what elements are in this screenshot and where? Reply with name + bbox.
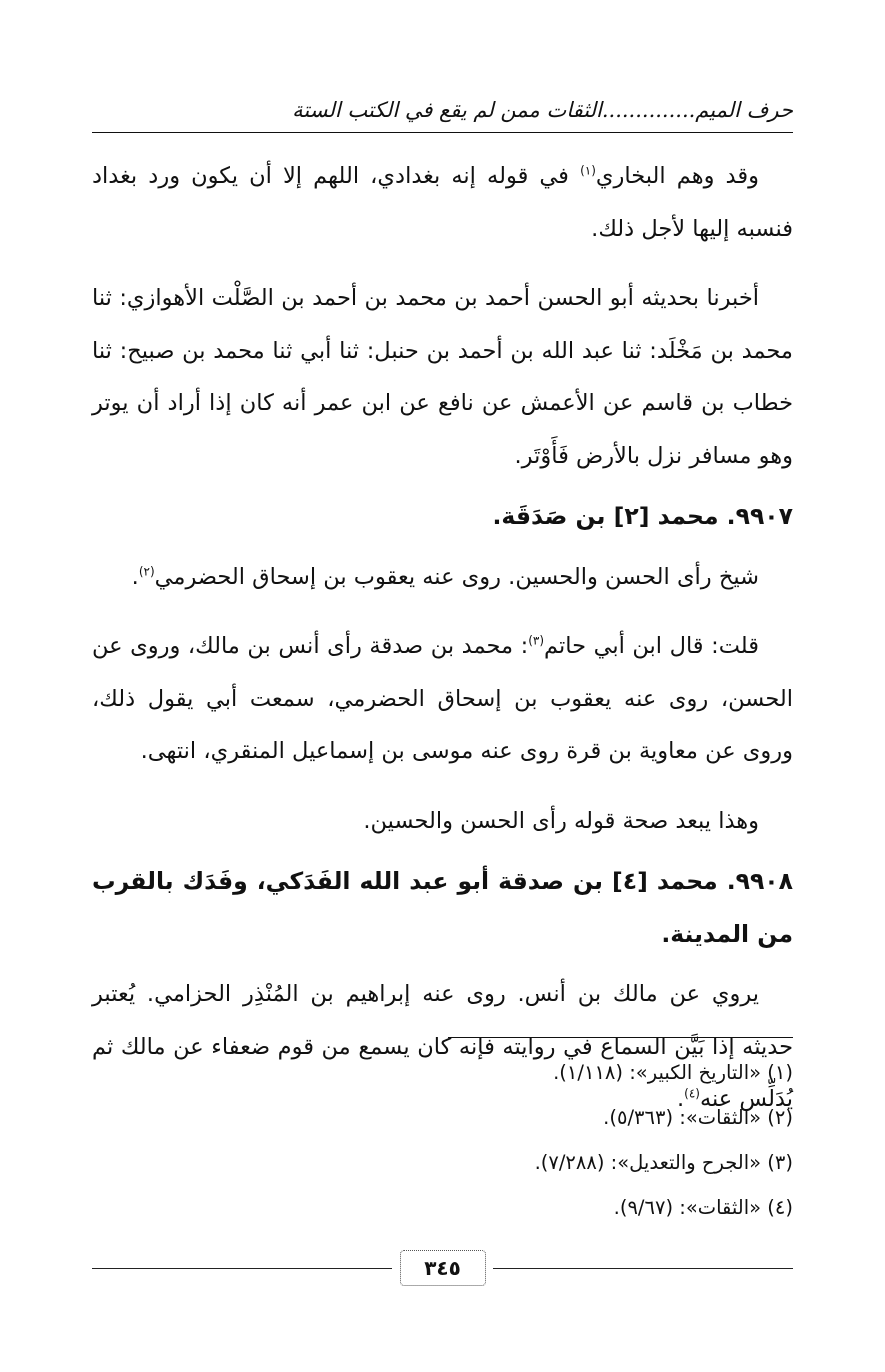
footnote-ref-1[interactable]: (١): [580, 163, 596, 178]
paragraph-5: وهذا يبعد صحة قوله رأى الحسن والحسين.: [363, 807, 759, 834]
footnote-ref-2[interactable]: (٢): [138, 564, 155, 578]
footnote-separator: [448, 1037, 793, 1038]
footnote-ref-3[interactable]: (٣): [528, 633, 545, 648]
entry-heading-9907: ٩٩٠٧. محمد [٢] بن صَدَقَة.: [492, 502, 793, 530]
footnotes: [92, 1050, 793, 1230]
paragraph-4-rest: : محمد بن صدقة رأى أنس بن مالك، وروى عن الحسن، روى عنه يعقوب بن إسحاق الحضرمي، سمعت أبي يقول ذلك، وروى عن معاوية بن قرة روى عنه موسى بن إسماعيل المنقري، انتهى.: [92, 633, 793, 764]
entry-heading-9908: ٩٩٠٨. محمد [٤] بن صدقة أبو عبد الله الفَدَكي، وفَدَك بالقرب من المدينة.: [92, 867, 793, 948]
footer-rule-left: [92, 1268, 392, 1269]
paragraph-1-rest: في قوله إنه بغدادي، اللهم إلا أن يكون ورد بغداد فنسبه إليها لأجل ذلك.: [92, 163, 793, 242]
page-footer: [92, 1250, 793, 1286]
paragraph-2: أخبرنا بحديثه أبو الحسن أحمد بن محمد بن أحمد بن الصَّلْت الأهوازي: ثنا محمد بن مَخْلَد: ثنا عبد الله بن أحمد بن حنبل: ثنا أبي ثنا محمد بن صبيح: ثنا خطاب بن قاسم عن الأعمش عن نافع عن ابن عمر أنه كان إذا أراد أن يوتر وهو مسافر نزل بالأرض فَأَوْتَر.: [92, 285, 793, 469]
paragraph-3: [92, 551, 793, 604]
paragraph-4: [92, 620, 793, 778]
paragraph-1: [92, 150, 793, 255]
paragraph-4-text: قلت: قال ابن أبي حاتم: [544, 633, 759, 659]
paragraph-6-end: .: [676, 1086, 685, 1112]
footnote-4: (٤) «الثقات»: (٩/٦٧).: [613, 1196, 793, 1219]
main-text: [92, 150, 793, 1126]
footnote-1: (١) «التاريخ الكبير»: (١/١١٨).: [553, 1061, 793, 1084]
footnote-ref-4[interactable]: (٤): [684, 1086, 700, 1101]
paragraph-1-text: وقد وهم البخاري: [595, 163, 759, 189]
footnote-3: (٣) «الجرح والتعديل»: (٧/٢٨٨).: [534, 1151, 793, 1174]
paragraph-6-text: يروي عن مالك بن أنس. روى عنه إبراهيم بن المُنْذِر الحزامي. يُعتبر حديثه إذا بَيَّن السماع في روايته فإنه كان يسمع من قوم ضعفاء عن مالك ثم يُدَلِّس عنه: [92, 981, 793, 1112]
paragraph-3-text: شيخ رأى الحسن والحسين. روى عنه يعقوب بن إسحاق الحضرمي: [154, 563, 759, 590]
paragraph-3-end: .: [131, 563, 139, 590]
footnote-2: (٢) «الثقات»: (٥/٣٦٣).: [603, 1106, 793, 1129]
footer-rule-right: [493, 1268, 793, 1269]
page-number: ٣٤٥: [400, 1250, 486, 1286]
running-head: حرف الميم..............الثقات ممن لم يقع في الكتب الستة: [92, 92, 793, 133]
